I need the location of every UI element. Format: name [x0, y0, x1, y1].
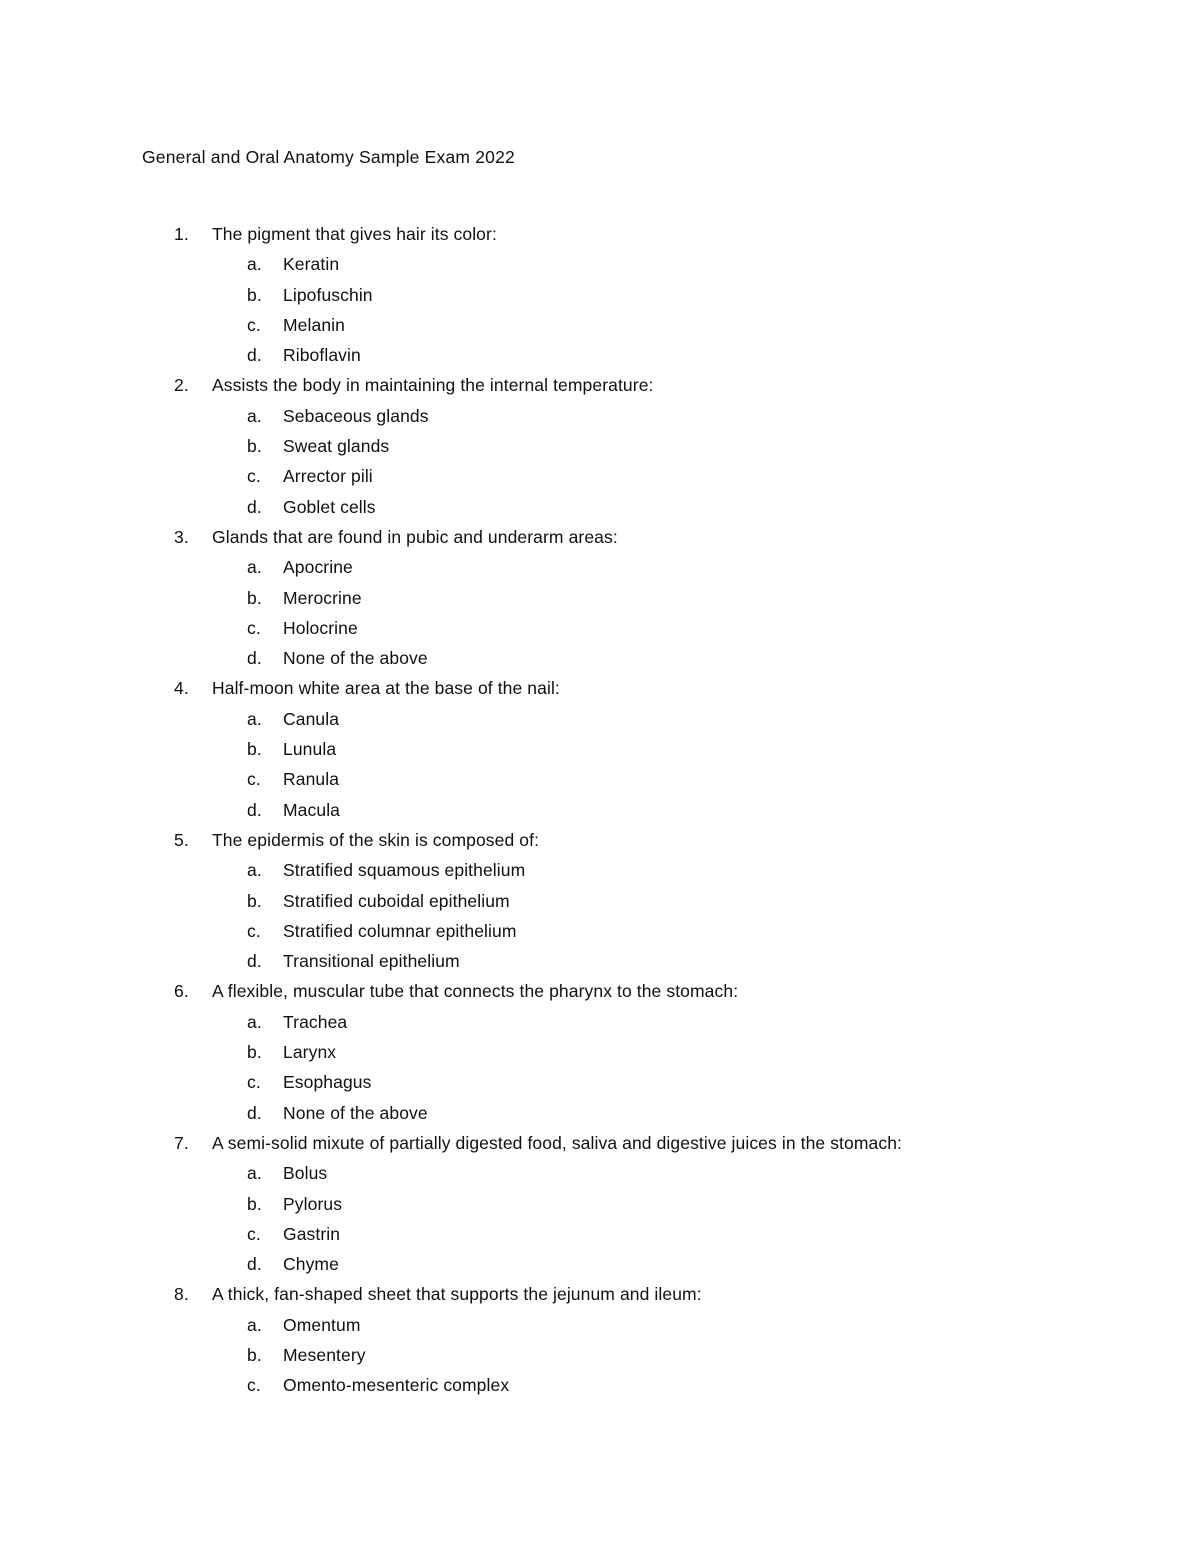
option-letter: a.	[247, 1163, 262, 1184]
option-text: Canula	[283, 708, 340, 729]
option-text: Sebaceous glands	[283, 405, 429, 426]
option-letter: a.	[247, 1011, 262, 1032]
option-text: None of the above	[283, 648, 428, 669]
option-item	[0, 1098, 1200, 1128]
option-letter: c.	[247, 1375, 261, 1396]
option-letter: c.	[247, 314, 261, 335]
question-number: 2.	[174, 375, 189, 396]
option-item	[0, 1067, 1200, 1097]
option-list	[0, 401, 1200, 522]
question-number: 1.	[174, 224, 189, 244]
option-text: None of the above	[283, 1102, 428, 1123]
option-letter: b.	[247, 284, 262, 305]
question-5	[0, 825, 1200, 976]
option-text: Esophagus	[283, 1072, 372, 1093]
option-item	[0, 461, 1200, 491]
option-text: Larynx	[283, 1042, 337, 1063]
option-text: Pylorus	[283, 1193, 343, 1214]
question-stem	[0, 522, 1200, 552]
question-1	[0, 219, 1200, 370]
option-item	[0, 795, 1200, 825]
question-stem	[0, 673, 1200, 703]
option-letter: b.	[247, 436, 262, 457]
option-list	[0, 1158, 1200, 1279]
option-item	[0, 249, 1200, 279]
option-letter: a.	[247, 708, 262, 729]
option-letter: d.	[247, 1254, 262, 1275]
option-letter: d.	[247, 345, 262, 366]
option-letter: c.	[247, 466, 261, 487]
option-letter: d.	[247, 951, 262, 972]
question-stem	[0, 1279, 1200, 1309]
option-text: Holocrine	[283, 617, 358, 638]
option-item	[0, 704, 1200, 734]
question-stem	[0, 1128, 1200, 1158]
option-text: Omento-mesenteric complex	[283, 1375, 510, 1396]
option-text: Stratified cuboidal epithelium	[283, 890, 510, 911]
option-list	[0, 855, 1200, 976]
option-text: Omentum	[283, 1314, 361, 1335]
question-8	[0, 1279, 1200, 1400]
question-number: 3.	[174, 526, 189, 547]
option-list	[0, 552, 1200, 673]
option-item	[0, 340, 1200, 370]
question-list	[0, 219, 1200, 1401]
option-list	[0, 1007, 1200, 1128]
option-letter: b.	[247, 890, 262, 911]
option-text: Goblet cells	[283, 496, 376, 517]
option-letter: a.	[247, 405, 262, 426]
option-letter: c.	[247, 1072, 261, 1093]
question-6	[0, 976, 1200, 1127]
option-letter: d.	[247, 496, 262, 517]
question-3	[0, 522, 1200, 673]
question-stem	[0, 825, 1200, 855]
option-item	[0, 280, 1200, 310]
option-list	[0, 1310, 1200, 1401]
option-text: Macula	[283, 799, 341, 820]
option-item	[0, 1219, 1200, 1249]
document-title: General and Oral Anatomy Sample Exam 2022	[142, 147, 515, 167]
option-letter: d.	[247, 1102, 262, 1123]
question-stem	[0, 219, 1200, 249]
question-7	[0, 1128, 1200, 1279]
question-number: 6.	[174, 981, 189, 1002]
option-item	[0, 946, 1200, 976]
option-text: Gastrin	[283, 1223, 341, 1244]
option-text: Sweat glands	[283, 436, 390, 457]
option-list	[0, 249, 1200, 370]
option-text: Transitional epithelium	[283, 951, 460, 972]
option-item	[0, 886, 1200, 916]
question-stem	[0, 976, 1200, 1006]
option-item	[0, 492, 1200, 522]
option-text: Trachea	[283, 1011, 348, 1032]
option-item	[0, 643, 1200, 673]
option-item	[0, 613, 1200, 643]
option-letter: c.	[247, 769, 261, 790]
option-text: Keratin	[283, 254, 340, 275]
question-text: Glands that are found in pubic and underarm areas:	[212, 526, 618, 547]
option-letter: b.	[247, 1344, 262, 1365]
question-stem	[0, 370, 1200, 400]
option-list	[0, 704, 1200, 825]
question-text: A semi-solid mixute of partially digested food, saliva and digestive juices in the stomach:	[212, 1132, 903, 1153]
option-item	[0, 583, 1200, 613]
option-text: Mesentery	[283, 1344, 366, 1365]
option-letter: a.	[247, 557, 262, 578]
option-item	[0, 431, 1200, 461]
option-text: Stratified squamous epithelium	[283, 860, 526, 881]
option-text: Lipofuschin	[283, 284, 373, 305]
option-letter: c.	[247, 920, 261, 941]
option-item	[0, 734, 1200, 764]
option-item	[0, 401, 1200, 431]
question-text: A flexible, muscular tube that connects the pharynx to the stomach:	[212, 981, 739, 1002]
option-item	[0, 1370, 1200, 1400]
option-item	[0, 1249, 1200, 1279]
option-item	[0, 1310, 1200, 1340]
question-number: 8.	[174, 1284, 189, 1305]
option-text: Lunula	[283, 739, 337, 760]
question-2	[0, 370, 1200, 521]
option-text: Riboflavin	[283, 345, 361, 366]
option-item	[0, 1158, 1200, 1188]
question-number: 4.	[174, 678, 189, 699]
option-item	[0, 916, 1200, 946]
option-text: Chyme	[283, 1254, 339, 1275]
option-letter: b.	[247, 739, 262, 760]
option-item	[0, 310, 1200, 340]
question-text: Half-moon white area at the base of the nail:	[212, 678, 560, 699]
option-letter: b.	[247, 587, 262, 608]
option-letter: a.	[247, 254, 262, 275]
option-item	[0, 552, 1200, 582]
option-letter: c.	[247, 617, 261, 638]
question-text: The pigment that gives hair its color:	[212, 224, 497, 244]
option-text: Arrector pili	[283, 466, 373, 487]
option-text: Merocrine	[283, 587, 362, 608]
option-text: Melanin	[283, 314, 345, 335]
question-text: Assists the body in maintaining the internal temperature:	[212, 375, 654, 396]
option-text: Apocrine	[283, 557, 353, 578]
option-letter: d.	[247, 799, 262, 820]
option-text: Bolus	[283, 1163, 328, 1184]
option-letter: b.	[247, 1193, 262, 1214]
question-number: 7.	[174, 1132, 189, 1153]
option-letter: b.	[247, 1042, 262, 1063]
option-letter: a.	[247, 1314, 262, 1335]
question-text: The epidermis of the skin is composed of:	[212, 829, 540, 850]
question-4	[0, 673, 1200, 824]
option-item	[0, 855, 1200, 885]
option-text: Stratified columnar epithelium	[283, 920, 517, 941]
option-item	[0, 1340, 1200, 1370]
option-letter: c.	[247, 1223, 261, 1244]
option-item	[0, 1007, 1200, 1037]
option-letter: d.	[247, 648, 262, 669]
option-item	[0, 1189, 1200, 1219]
option-text: Ranula	[283, 769, 340, 790]
question-number: 5.	[174, 829, 189, 850]
option-item	[0, 1037, 1200, 1067]
option-item	[0, 764, 1200, 794]
question-text: A thick, fan-shaped sheet that supports the jejunum and ileum:	[212, 1284, 702, 1305]
option-letter: a.	[247, 860, 262, 881]
